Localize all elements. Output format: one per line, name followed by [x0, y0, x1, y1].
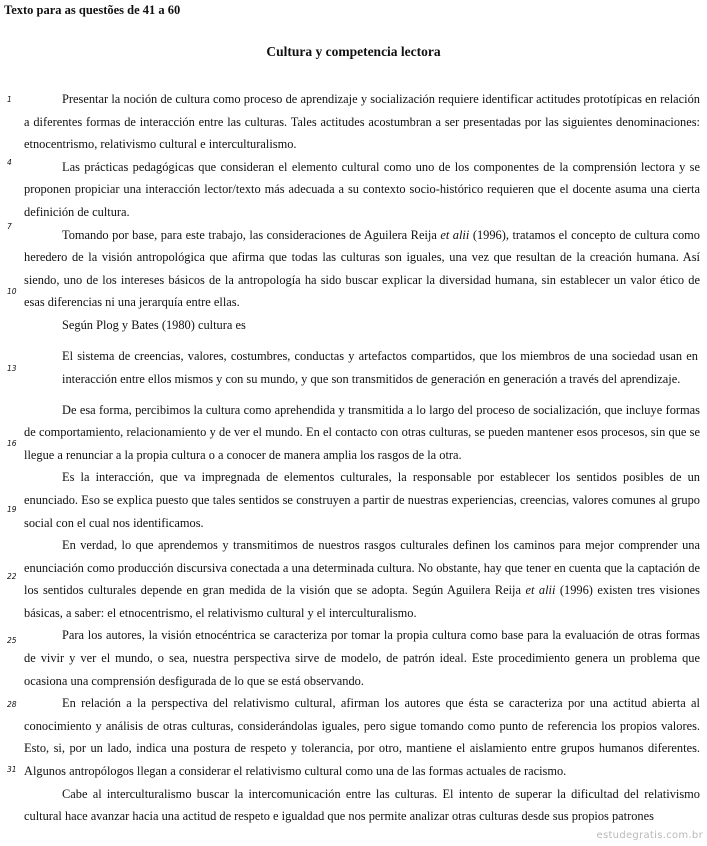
line-number: 7 [7, 222, 12, 231]
paragraph: Es la interacción, que va impregnada de elementos culturales, la responsable por establecer los sentidos posibles de un enunciado. Eso se explica puesto que tales sentidos se construyen a partir de nuestras experiencias, creencias, valores comunes al grupo social con el cual nos identificamos. [24, 470, 700, 530]
line-number: 19 [7, 505, 17, 514]
paragraph: Según Plog y Bates (1980) cultura es [62, 317, 246, 332]
line-number: 10 [7, 287, 17, 296]
line-number: 4 [7, 158, 12, 167]
article-body [24, 88, 700, 828]
line-number: 22 [7, 572, 17, 581]
paragraph: Para los autores, la visión etnocéntrica se caracteriza por tomar la propia cultura como base para la evaluación de otras formas de vivir y ver el mundo, o sea, nuestra perspectiva sirve de modelo, de patrón ideal. Este procedimiento genera un problema que ocasiona una comprensión desfigurada de lo que se está observando. [24, 628, 700, 688]
site-watermark: estudegratis.com.br [596, 830, 703, 841]
article-title: Cultura y competencia lectora [266, 44, 441, 59]
et-alii: et alii [525, 583, 556, 598]
line-number: 31 [7, 765, 17, 774]
line-number: 28 [7, 700, 17, 709]
questions-header: Texto para as questões de 41 a 60 [4, 3, 181, 17]
paragraph: Cabe al interculturalismo buscar la intercomunicación entre las culturas. El intento de superar la dificultad del relativismo cultural hace avanzar hacia una actitud de respeto e igualdad que nos permite analizar otras culturas desde sus propios patrones [24, 786, 700, 824]
paragraph: Tomando por base, para este trabajo, las consideraciones de Aguilera Reija et alii (1996), tratamos el concepto de cultura como heredero de la visión antropológica que afirma que todas las culturas son iguales, una vez que resultan de la creación humana. Así siendo, uno de los intereses básicos de la antropología ha sido buscar explicar la diversidad humana, sin establecer un valor ético de esas diferencias ni una jerarquía entre ellas. [24, 227, 700, 310]
paragraph: De esa forma, percibimos la cultura como aprehendida y transmitida a lo largo del proceso de socialización, que incluye formas de comportamiento, relacionamiento y de ver el mundo. En el contacto con otras culturas, se pueden mantener esos procesos, sin que se llegue a renunciar a la propia cultura o a conocer de manera amplia los rasgos de la otra. [24, 402, 700, 462]
et-alii: et alii [440, 227, 470, 242]
line-number: 25 [7, 636, 17, 645]
paragraph: Las prácticas pedagógicas que consideran el elemento cultural como uno de los componentes de la comprensión lectora y se proponen propiciar una interacción lector/texto más adecuada a su contexto socio-histórico requieren que el docente asuma una cierta definición de cultura. [24, 159, 700, 219]
paragraph: Presentar la noción de cultura como proceso de aprendizaje y socialización requiere identificar actitudes prototípicas en relación a diferentes formas de interacción entre las culturas. Tales actitudes acostumbran a ser presentadas por las siguientes denominaciones: etnocentrismo, relativismo cultural e interculturalismo. [24, 92, 700, 152]
line-number: 16 [7, 439, 17, 448]
block-quote: El sistema de creencias, valores, costumbres, conductas y artefactos compartidos, que los miembros de una sociedad usan en interacción entre ellos mismos y con su mundo, y que son transmitidos de generación en generación a través del aprendizaje. [62, 348, 698, 386]
paragraph: En relación a la perspectiva del relativismo cultural, afirman los autores que ésta se caracteriza por una actitud abierta al conocimiento y análisis de otras culturas, considerándolas iguales, pero sigue tomando como punto de referencia los propios valores. Esto, si, por un lado, indica una postura de respeto y tolerancia, por otro, mantiene el aislamiento entre grupos humanos diferentes. Algunos antropólogos llegan a considerar el relativismo cultural como una de las formas actuales de racismo. [24, 696, 700, 779]
line-number: 13 [7, 364, 17, 373]
line-number: 1 [7, 95, 12, 104]
paragraph: En verdad, lo que aprendemos y transmitimos de nuestros rasgos culturales definen los caminos para mejor comprender una enunciación como producción discursiva conectada a una determinada cultura. No obstante, hay que tener en cuenta que la captación de los sentidos culturales depende en gran medida de la visión que se adopta. Según Aguilera Reija et alii (1996) existen tres visiones básicas, a saber: el etnocentrismo, el relativismo cultural y el interculturalismo. [24, 538, 700, 620]
